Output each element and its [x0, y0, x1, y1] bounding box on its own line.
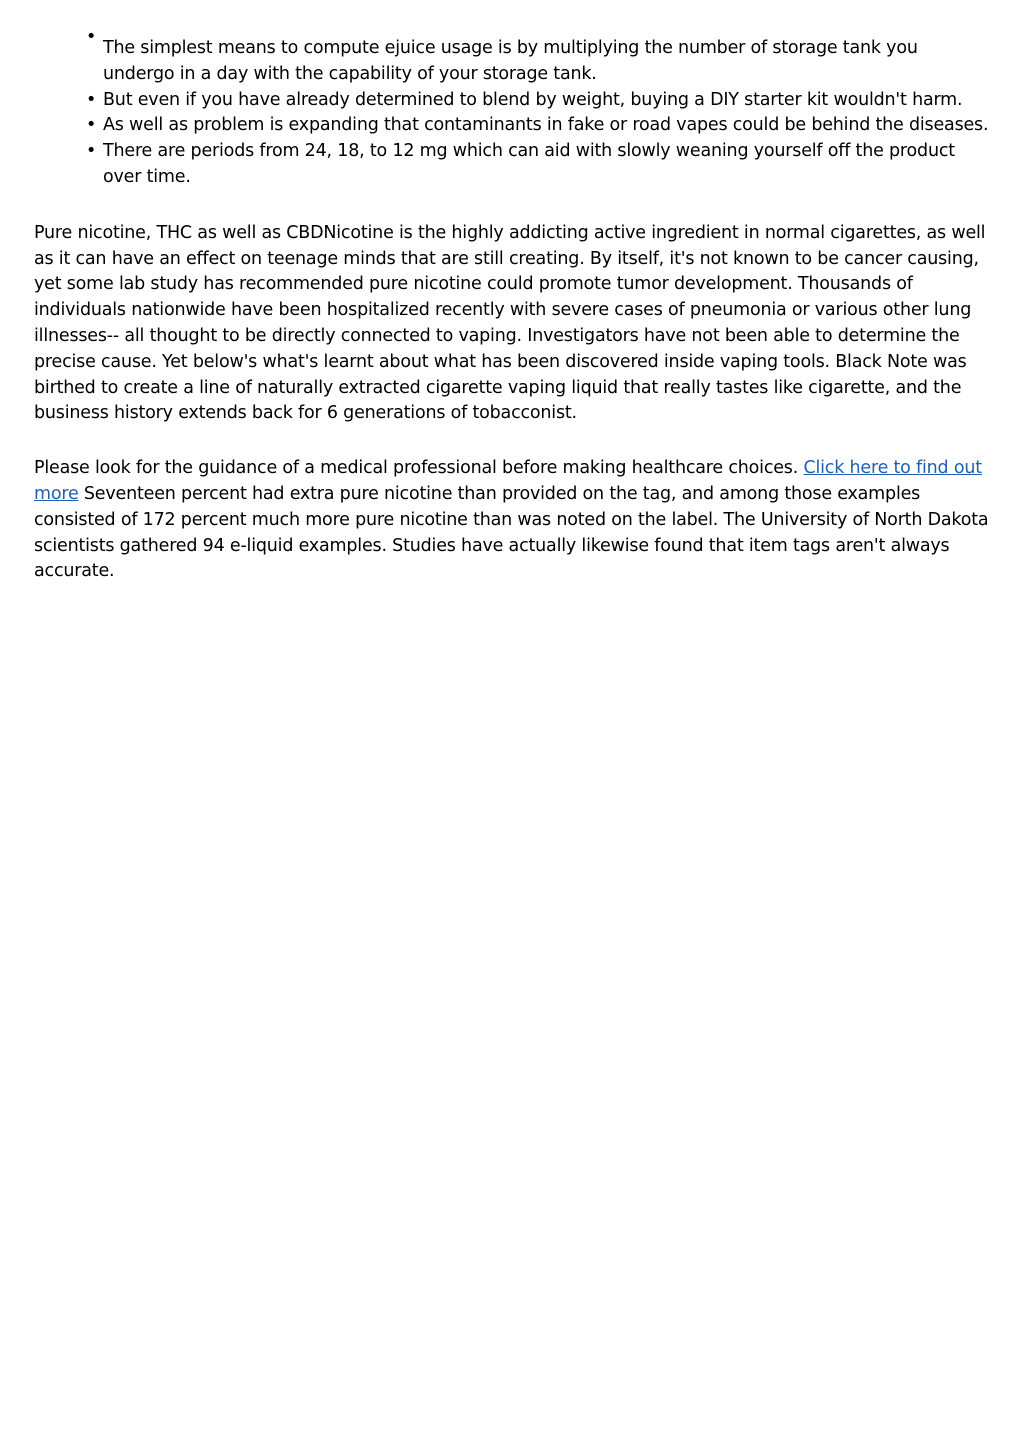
list-item-text: There are periods from 24, 18, to 12 mg which can aid with slowly weaning yourself off the product over time. [103, 141, 955, 187]
body-paragraph-guidance [34, 456, 994, 585]
bullet-icon: • [86, 115, 97, 136]
list-item [86, 88, 994, 114]
bullet-list [34, 28, 994, 191]
list-item-text: But even if you have already determined to blend by weight, buying a DIY starter kit wouldn't harm. [103, 89, 963, 110]
bullet-icon: • [86, 141, 97, 162]
paragraph-text-after-link: Seventeen percent had extra pure nicotine than provided on the tag, and among those examples consisted of 172 percent much more pure nicotine than was noted on the label. The University of North Dakota scientists gathered 94 e-liquid examples. Studies have actually likewise found that item tags aren't always accurate. [34, 483, 989, 582]
list-item-text: As well as problem is expanding that contaminants in fake or road vapes could be behind the diseases. [103, 115, 989, 136]
bullet-icon: • [86, 27, 97, 47]
list-item [86, 113, 994, 139]
bullet-icon: • [86, 89, 97, 110]
find-out-more-link[interactable]: Click here to find out more [34, 458, 982, 504]
document-page [34, 28, 994, 585]
list-item-text: The simplest means to compute ejuice usage is by multiplying the number of storage tank you undergo in a day with the capability of your storage tank. [103, 38, 918, 84]
body-paragraph-nicotine: Pure nicotine, THC as well as CBDNicotine is the highly addicting active ingredient in normal cigarettes, as well as it can have an effect on teenage minds that are still creating. By itself, it's not known to be cancer causing, yet some lab study has recommended pure nicotine could promote tumor development. Thousands of individuals nationwide have been hospitalized recently with severe cases of pneumonia or various other lung illnesses-- all thought to be directly connected to vaping. Investigators have not been able to determine the precise cause. Yet below's what's learnt about what has been discovered inside vaping tools. Black Note was birthed to create a line of naturally extracted cigarette vaping liquid that really tastes like cigarette, and the business history extends back for 6 generations of tobacconist. [34, 222, 986, 424]
list-item [86, 27, 994, 88]
list-item [86, 139, 994, 191]
paragraph-text-before-link: Please look for the guidance of a medical professional before making healthcare choices. [34, 458, 804, 479]
